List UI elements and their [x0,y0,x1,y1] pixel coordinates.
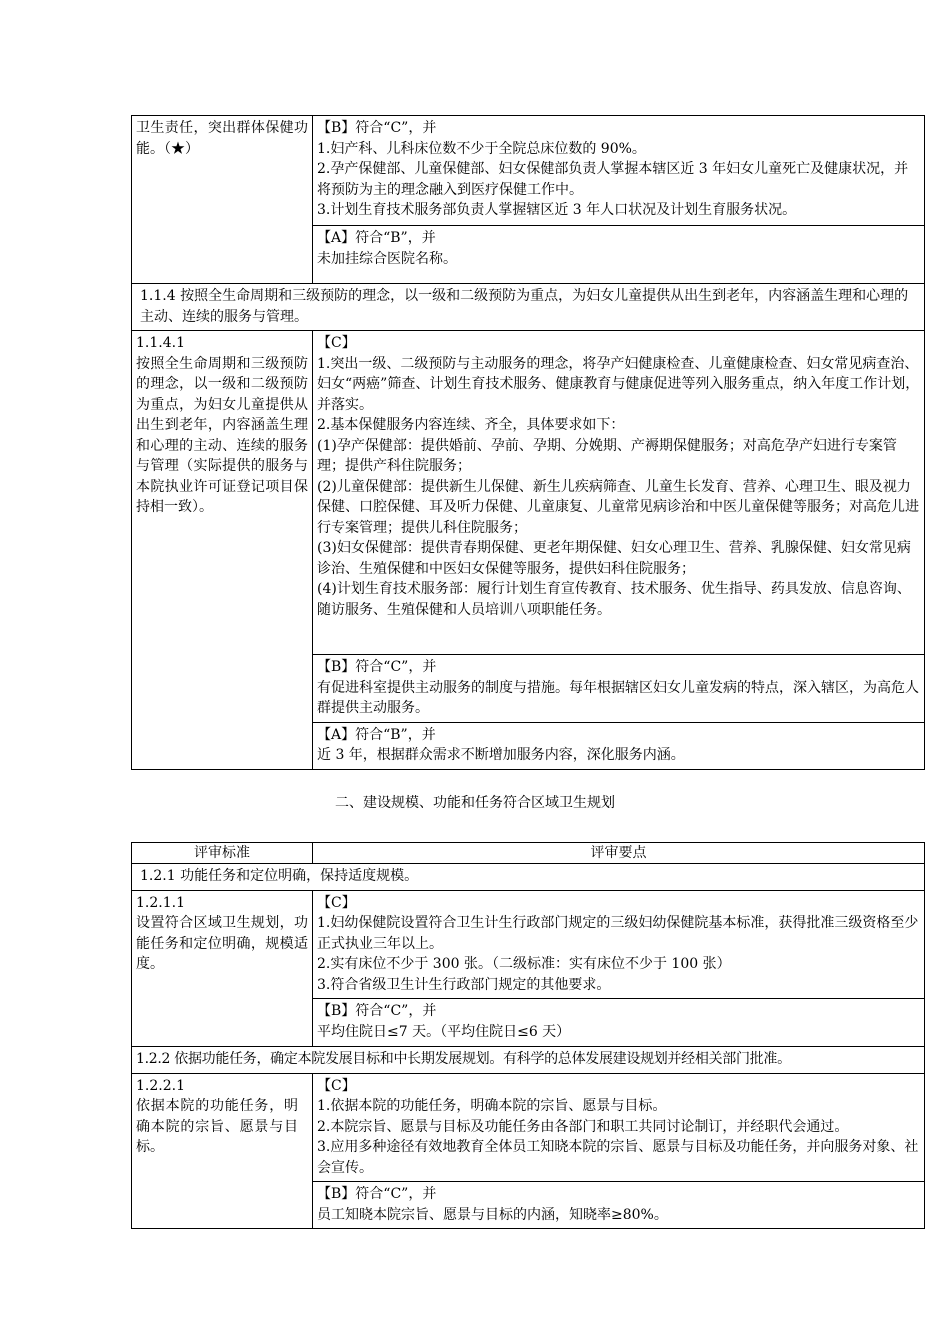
criterion-text: 卫生责任，突出群体保健功能。（★） [136,120,308,157]
grade-b-heading: 【B】符合“C”，并 [317,1186,437,1202]
grade-c-item: 3.符合省级卫生计生行政部门规定的其他要求。 [317,976,611,993]
grade-b-item: 1.妇产科、儿科床位数不少于全院总床位数的 90%。 [317,140,646,157]
section-title: 二、建设规模、功能和任务符合区域卫生规划 [335,795,615,811]
grade-b-item: 3.计划生育技术服务部负责人掌握辖区近 3 年人口状况及计划生育服务状况。 [317,202,797,218]
grade-b-item: 员工知晓本院宗旨、愿景与目标的内涵，知晓率≥80%。 [317,1206,668,1223]
criteria-table-2 [131,842,925,1229]
grade-a-item: 未加挂综合医院名称。 [317,250,457,267]
section-heading-1-1-4 [132,284,925,331]
criterion-id: 1.2.1.1 [136,894,185,911]
grade-c-item: (4)计划生育技术服务部：履行计划生育宣传教育、技术服务、优生指导、药具发放、信息咨询、随访服务、生殖保健和人员培训八项职能任务。 [317,581,911,618]
grade-c-cell [313,890,925,999]
grade-c-item: 1.突出一级、二级预防与主动服务的理念，将孕产妇健康检查、儿童健康检查、妇女常见病查治、妇女“两癌”筛查、计划生育技术服务、健康教育与健康促进等列入服务重点，纳入年度工作计划，并落实。 [317,355,920,413]
grade-a-cell [313,722,925,769]
grade-a-item: 近 3 年，根据群众需求不断增加服务内容，深化服务内涵。 [317,747,685,763]
criterion-text: 依据本院的功能任务，明确本院的宗旨、愿景与目标。 [136,1098,298,1155]
criterion-id: 1.2.2.1 [136,1077,185,1094]
criterion-id: 1.1.4.1 [136,335,185,351]
grade-c-item: 1.妇幼保健院设置符合卫生计生行政部门规定的三级妇幼保健院基本标准，获得批准三级资格至少正式执业三年以上。 [317,915,919,952]
grade-a-heading: 【A】符合“B”，并 [317,726,436,743]
criterion-left-cell [132,890,313,1047]
section-text: 1.1.4 按照全生命周期和三级预防的理念，以一级和二级预防为重点，为妇女儿童提供从出生到老年，内容涵盖生理和心理的主动、连续的服务与管理。 [140,288,909,325]
grade-c-item: 2.本院宗旨、愿景与目标及功能任务由各部门和职工共同讨论制订，并经职代会通过。 [317,1118,849,1135]
grade-c-heading: 【C】 [317,335,356,351]
section-heading-1-2-2 [132,1047,925,1074]
header-key-points: 评审要点 [313,843,925,864]
header-criteria: 评审标准 [132,843,313,864]
grade-b-cell [313,1182,925,1229]
grade-c-item: (2)儿童保健部：提供新生儿保健、新生儿疾病筛查、儿童生长发育、营养、心理卫生、眼及视力保健、口腔保健、耳及听力保健、儿童康复、儿童常见病诊治和中医儿童保健等服务；对高危儿进行专案管理；提供儿科住院服务； [317,478,919,536]
grade-b-cell [313,655,925,723]
criterion-text: 按照全生命周期和三级预防的理念，以一级和二级预防为重点，为妇女儿童提供从出生到老年，内容涵盖生理和心理的主动、连续的服务与管理（实际提供的服务与本院执业许可证登记项目保持相一致）。 [136,355,308,515]
section-heading-1-2-1 [132,864,925,891]
grade-b-item: 平均住院日≤7 天。（平均住院日≤6 天） [317,1023,571,1040]
criterion-left-cell [132,116,313,284]
grade-b-item: 有促进科室提供主动服务的制度与措施。每年根据辖区妇女儿童发病的特点，深入辖区，为高危人群提供主动服务。 [317,679,919,716]
grade-b-heading: 【B】符合“C”，并 [317,1003,437,1019]
criterion-left-cell [132,1073,313,1229]
grade-b-heading: 【B】符合“C”，并 [317,659,437,675]
grade-b-cell [313,116,925,226]
grade-c-item: 2.基本保健服务内容连续、齐全，具体要求如下： [317,417,625,433]
grade-a-cell [313,226,925,284]
criterion-left-cell [132,331,313,770]
grade-b-heading: 【B】符合“C”，并 [317,120,437,136]
grade-a-heading: 【A】符合“B”，并 [317,230,436,246]
grade-c-item: (1)孕产保健部：提供婚前、孕前、孕期、分娩期、产褥期保健服务；对高危孕产妇进行专案管理；提供产科住院服务； [317,437,897,474]
grade-c-item: 2.实有床位不少于 300 张。（二级标准：实有床位不少于 100 张） [317,956,731,972]
section-text: 1.2.1 功能任务和定位明确，保持适度规模。 [140,868,419,884]
grade-c-heading: 【C】 [317,1077,356,1094]
grade-c-item: 3.应用多种途径有效地教育全体员工知晓本院的宗旨、愿景与目标及功能任务，并向服务对象、社会宣传。 [317,1139,919,1176]
grade-c-heading: 【C】 [317,894,356,911]
grade-b-cell [313,999,925,1047]
grade-c-item: 1.依据本院的功能任务，明确本院的宗旨、愿景与目标。 [317,1098,667,1114]
grade-b-item: 2.孕产保健部、儿童保健部、妇女保健部负责人掌握本辖区近 3 年妇女儿童死亡及健康状况，并将预防为主的理念融入到医疗保健工作中。 [317,161,909,198]
grade-c-cell [313,1073,925,1182]
section-text: 1.2.2 依据功能任务，确定本院发展目标和中长期发展规划。有科学的总体发展建设规划并经相关部门批准。 [136,1051,791,1067]
criteria-table-1 [131,115,925,770]
grade-c-cell [313,331,925,655]
grade-c-item: (3)妇女保健部：提供青春期保健、更老年期保健、妇女心理卫生、营养、乳腺保健、妇女常见病诊治、生殖保健和中医妇女保健等服务，提供妇科住院服务； [317,540,911,577]
criterion-text: 设置符合区域卫生规划，功能任务和定位明确，规模适度。 [136,915,308,972]
